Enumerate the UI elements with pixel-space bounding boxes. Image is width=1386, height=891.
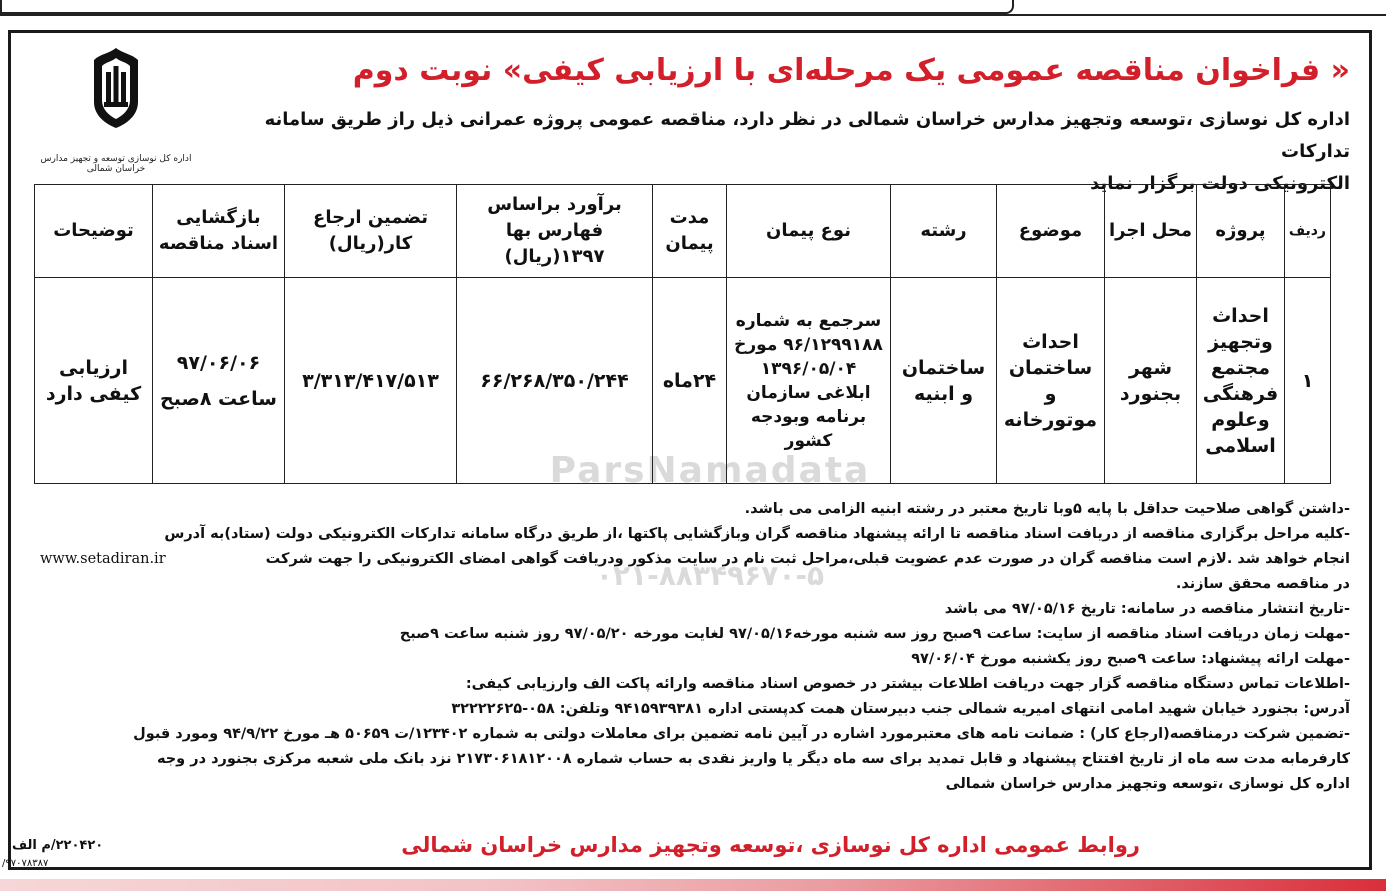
cell-field: ساختمان و ابنیه xyxy=(891,278,997,484)
footer-signature: روابط عمومی اداره کل نوسازی ،توسعه وتجهیز مدارس خراسان شمالی xyxy=(401,833,1140,857)
col-header-row: ردیف xyxy=(1285,185,1331,278)
note-3: -تاریخ انتشار مناقصه در سامانه: تاریخ ۹۷/۰۵/۱۶ می باشد xyxy=(944,601,1350,617)
cell-subject: احداث ساختمان و موتورخانه xyxy=(997,278,1105,484)
bottom-color-strip xyxy=(0,879,1386,891)
col-header-estimate: برآورد براساس فهارس بها ۱۳۹۷(ریال) xyxy=(457,185,653,278)
top-border-bar xyxy=(0,0,1386,16)
top-tab-shape xyxy=(0,0,1014,14)
table-header-row xyxy=(35,185,1331,278)
opening-date: ۹۷/۰۶/۰۶ xyxy=(176,351,261,374)
intro-line-1: اداره کل نوسازی ،توسعه وتجهیز مدارس خراسان شمالی در نظر دارد، مناقصه عمومی پروژه عمرانی ذیل راز طریق سامانه تدارکات xyxy=(264,109,1350,162)
note-1: -داشتن گواهی صلاحیت حداقل با پایه ۵وبا تاریخ معتبر در رشته ابنیه الزامی می باشد. xyxy=(744,501,1350,517)
cell-contract-type: سرجمع به شماره ۹۶/۱۲۹۹۱۸۸ مورخ ۱۳۹۶/۰۵/۰۴ ابلاغی سازمان برنامه وبودجه کشور xyxy=(727,278,891,484)
cell-notes: ارزیابی کیفی دارد xyxy=(35,278,153,484)
col-header-notes: توضیحات xyxy=(35,185,153,278)
page-title: « فراخوان مناقصه عمومی یک مرحله‌ای با ارزیابی کیفی» نوبت دوم xyxy=(352,53,1350,88)
note-5: -مهلت ارائه پیشنهاد: ساعت ۹صبح روز یکشنبه مورخ ۹۷/۰۶/۰۴ xyxy=(911,651,1350,667)
note-2c: در مناقصه محقق سازند. xyxy=(1175,576,1350,592)
note-7-address: آدرس: بجنورد خیابان شهید امامی انتهای امیریه شمالی جنب دبیرستان همت کدپستی اداره ۹۴۱۵۹۳۹۳۸۱ وتلفن: ۰۵۸-۳۲۲۲۲۶۲۵ xyxy=(451,701,1350,717)
logo-caption: اداره کل نوسازی توسعه و تجهیز مدارس خراسان شمالی xyxy=(40,154,192,174)
cell-location: شهر بجنورد xyxy=(1105,278,1197,484)
col-header-project: پروژه xyxy=(1197,185,1285,278)
table-row xyxy=(35,278,1331,484)
setadiran-link[interactable]: www.setadiran.ir xyxy=(40,551,166,567)
col-header-guarantee: تضمین ارجاع کار(ریال) xyxy=(285,185,457,278)
col-header-field: رشته xyxy=(891,185,997,278)
note-10: اداره کل نوسازی ،توسعه وتجهیز مدارس خراسان شمالی xyxy=(945,776,1350,792)
note-2b-text: انجام خواهد شد .لازم است مناقصه گران در صورت عدم عضویت قبلی،مراحل ثبت نام در سایت مذکور ودریافت گواهی امضای الکترونیکی را جهت شرکت xyxy=(265,551,1350,567)
cell-estimate: ۶۶/۲۶۸/۳۵۰/۲۴۴ xyxy=(457,278,653,484)
cell-duration: ۲۴ماه xyxy=(653,278,727,484)
cell-guarantee: ۳/۳۱۳/۴۱۷/۵۱۳ xyxy=(285,278,457,484)
col-header-location: محل اجرا xyxy=(1105,185,1197,278)
cell-project: احداث وتجهیز مجتمع فرهنگی وعلوم اسلامی xyxy=(1197,278,1285,484)
tender-table xyxy=(34,184,1331,484)
col-header-duration: مدت پیمان xyxy=(653,185,727,278)
footer-code-secondary: ۹۷۰۷۸۳۸۷/ xyxy=(2,858,49,869)
footer-code: ۲۲۰۴۲۰/م الف xyxy=(12,838,104,853)
note-2b xyxy=(40,547,1350,572)
watermark-phone: ۰۲۱-۸۸۳۴۹۶۷۰-۵ xyxy=(595,559,825,592)
organization-logo xyxy=(26,44,206,174)
cell-row: ۱ xyxy=(1285,278,1331,484)
note-9: کارفرمابه مدت سه ماه از تاریخ افتتاح پیشنهاد و قابل تمدید برای سه ماه دیگر یا واریز نقدی به حساب شماره ۲۱۷۳۰۶۱۸۱۲۰۰۸ نزد بانک ملی شعبه مرکزی بجنورد در وجه xyxy=(156,751,1350,767)
note-8: -تضمین شرکت درمناقصه(ارجاع کار) : ضمانت نامه های معتبرمورد اشاره در آیین نامه تضمین برای معاملات دولتی به شماره ۱۲۳۴۰۲/ت ۵۰۶۵۹ هـ مورخ ۹۴/۹/۲۲ ومورد قبول xyxy=(133,726,1350,742)
col-header-contract-type: نوع پیمان xyxy=(727,185,891,278)
watermark-brand: ParsNamadata xyxy=(549,450,871,491)
organization-emblem-icon xyxy=(78,44,154,132)
col-header-subject: موضوع xyxy=(997,185,1105,278)
opening-time: ساعت ۸صبح xyxy=(160,387,277,410)
note-2a: -کلیه مراحل برگزاری مناقصه از دریافت اسناد مناقصه تا ارائه پیشنهاد مناقصه گران وبازگشایی پاکتها ،از طریق درگاه سامانه تدارکات الکترونیکی دولت (ستاد)به آدرس xyxy=(164,526,1350,542)
note-6: -اطلاعات تماس دستگاه مناقصه گزار جهت دریافت اطلاعات بیشتر در خصوص اسناد مناقصه وارائه پاکت الف وارزیابی کیفی: xyxy=(465,676,1350,692)
cell-opening xyxy=(153,278,285,484)
conditions-notes xyxy=(40,497,1350,797)
intro-line-2: الکترونیکی دولت برگزار نماید xyxy=(1090,173,1350,194)
note-4: -مهلت زمان دریافت اسناد مناقصه از سایت: ساعت ۹صبح روز سه شنبه مورخه۹۷/۰۵/۱۶ لغایت مورخه ۹۷/۰۵/۲۰ روز شنبه ساعت ۹صبح xyxy=(399,626,1350,642)
col-header-opening: بازگشایی اسناد مناقصه xyxy=(153,185,285,278)
